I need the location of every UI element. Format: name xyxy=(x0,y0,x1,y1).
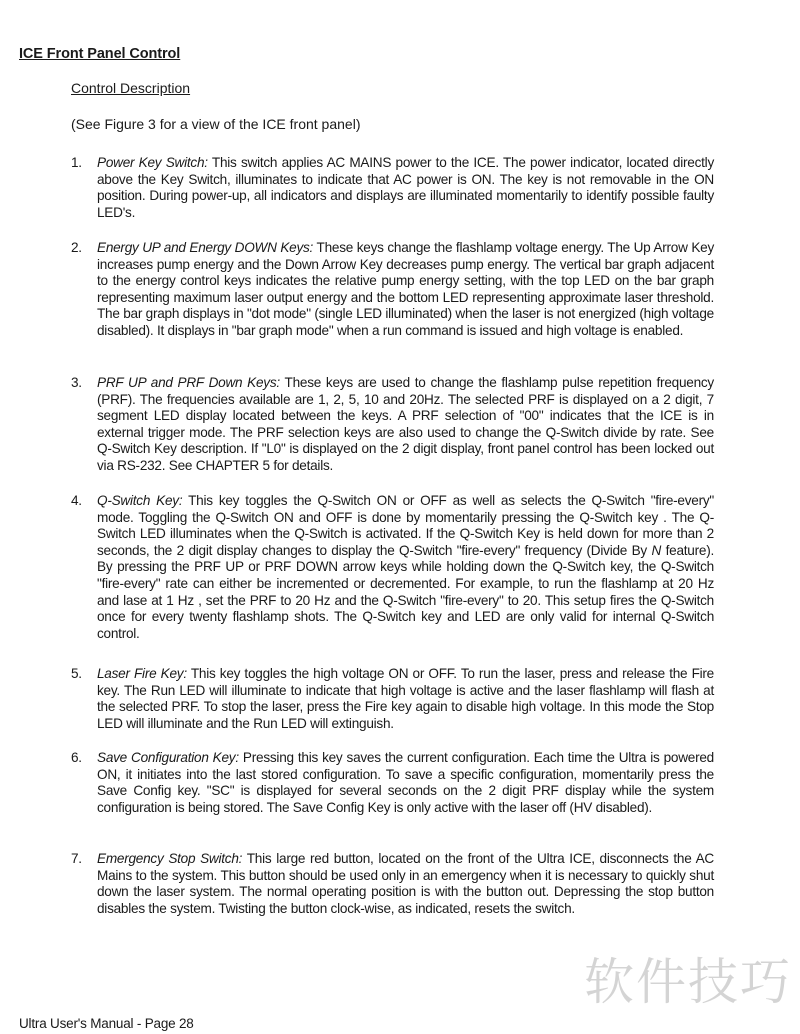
item-lead: Energy UP and Energy DOWN Keys: xyxy=(97,240,314,255)
item-text: This large red button, located on the front of the Ultra ICE, disconnects the AC Mains to the system. This button should be used only in an emergency when it is necessary to quickly shut down the laser system. The normal operating position is with the button out. Depressing the stop button disables the system. Twisting the button clock-wise, as indicated, resets the switch. xyxy=(97,851,714,916)
item-lead: Q-Switch Key: xyxy=(97,493,183,508)
list-item-q-switch-key xyxy=(71,493,714,642)
item-lead: Save Configuration Key: xyxy=(97,750,239,765)
item-text: This switch applies AC MAINS power to the ICE. The power indicator, located directly above the Key Switch, illuminates to indicate that AC power is ON. The key is not removable in the ON position. During power-up, all indicators and displays are illuminated momentarily to identify possible faulty LED's. xyxy=(97,155,714,220)
subsection-title: Control Description xyxy=(71,80,191,96)
item-text-continued: feature). By pressing the PRF UP or PRF DOWN arrow keys while holding down the Q-Switch key, the Q-Switch "fire-every" rate can either be incremented or decremented. For example, to run the flashlamp at 20 Hz and lase at 1 Hz , set the PRF to 20 Hz and the Q-Switch "fire-every" to 20. This setup fires the Q-Switch once for every twenty flashlamp shots. The Q-Switch key and LED are only valid for internal Q-Switch control. xyxy=(97,542,714,641)
item-number: 1. xyxy=(71,155,82,170)
list-item-energy-keys xyxy=(71,240,714,340)
item-number: 6. xyxy=(71,750,82,765)
item-number: 5. xyxy=(71,666,82,681)
list-item-prf-keys xyxy=(71,375,714,475)
figure-reference: (See Figure 3 for a view of the ICE front panel) xyxy=(71,116,361,132)
item-italic-n: N xyxy=(651,542,662,558)
item-text: This key toggles the high voltage ON or OFF. To run the laser, press and release the Fire key. The Run LED will illuminate to indicate that high voltage is active and the laser flashlamp will flash at the selected PRF. To stop the laser, press the Fire key again to disable high voltage. In this mode the Stop LED will illuminate and the Run LED will extinguish. xyxy=(97,666,714,731)
item-lead: PRF UP and PRF Down Keys: xyxy=(97,375,280,390)
list-item-laser-fire-key xyxy=(71,666,714,732)
item-lead: Power Key Switch: xyxy=(97,155,208,170)
item-lead: Laser Fire Key: xyxy=(97,666,187,681)
item-number: 2. xyxy=(71,240,82,255)
item-text: Pressing this key saves the current configuration. Each time the Ultra is powered ON, it initiates into the last stored configuration. To save a specific configuration, momentarily press the Save Config key. "SC" is displayed for several seconds on the 2 digit PRF display while the system configuration is being stored. The Save Config Key is only active with the laser off (HV disabled). xyxy=(97,750,714,815)
item-lead: Emergency Stop Switch: xyxy=(97,851,243,866)
list-item-power-key-switch xyxy=(71,155,714,221)
item-number: 3. xyxy=(71,375,82,390)
section-title: ICE Front Panel Control xyxy=(19,46,181,62)
item-text: These keys change the flashlamp voltage energy. The Up Arrow Key increases pump energy and the Down Arrow Key decreases pump energy. The vertical bar graph adjacent to the energy control keys indicates the relative pump energy setting, with the top LED on the bar graph representing maximum laser output energy and the bottom LED representing approximate laser threshold. The bar graph displays in "dot mode" (single LED illuminated) when the laser is not energized (high voltage disabled). It displays in "bar graph mode" when a run command is issued and high voltage is enabled. xyxy=(97,240,714,338)
list-item-emergency-stop xyxy=(71,851,714,917)
item-number: 4. xyxy=(71,493,82,508)
item-text: This key toggles the Q-Switch ON or OFF as well as selects the Q-Switch "fire-every" mode. Toggling the Q-Switch ON and OFF is done by momentarily pressing the Q-Switch key . The Q-Switch LED illuminates when the Q-Switch is activated. If the Q-Switch Key is held down for more than 2 seconds, the 2 digit display changes to display the Q-Switch "fire-every" frequency (Divide By xyxy=(97,493,714,558)
page-footer: Ultra User's Manual - Page 28 xyxy=(19,1016,194,1031)
watermark: 软件技巧 xyxy=(584,953,792,1011)
item-text: These keys are used to change the flashlamp pulse repetition frequency (PRF). The frequencies available are 1, 2, 5, 10 and 20Hz. The selected PRF is displayed on a 2 digit, 7 segment LED display located between the keys. A PRF selection of "00" indicates that the ICE is in external trigger mode. The PRF selection keys are also used to change the Q-Switch divide by rate. See Q-Switch Key description. If "L0" is displayed on the 2 digit display, front panel control has been locked out via RS-232. See CHAPTER 5 for details. xyxy=(97,375,714,473)
list-item-save-config-key xyxy=(71,750,714,816)
item-number: 7. xyxy=(71,851,82,866)
